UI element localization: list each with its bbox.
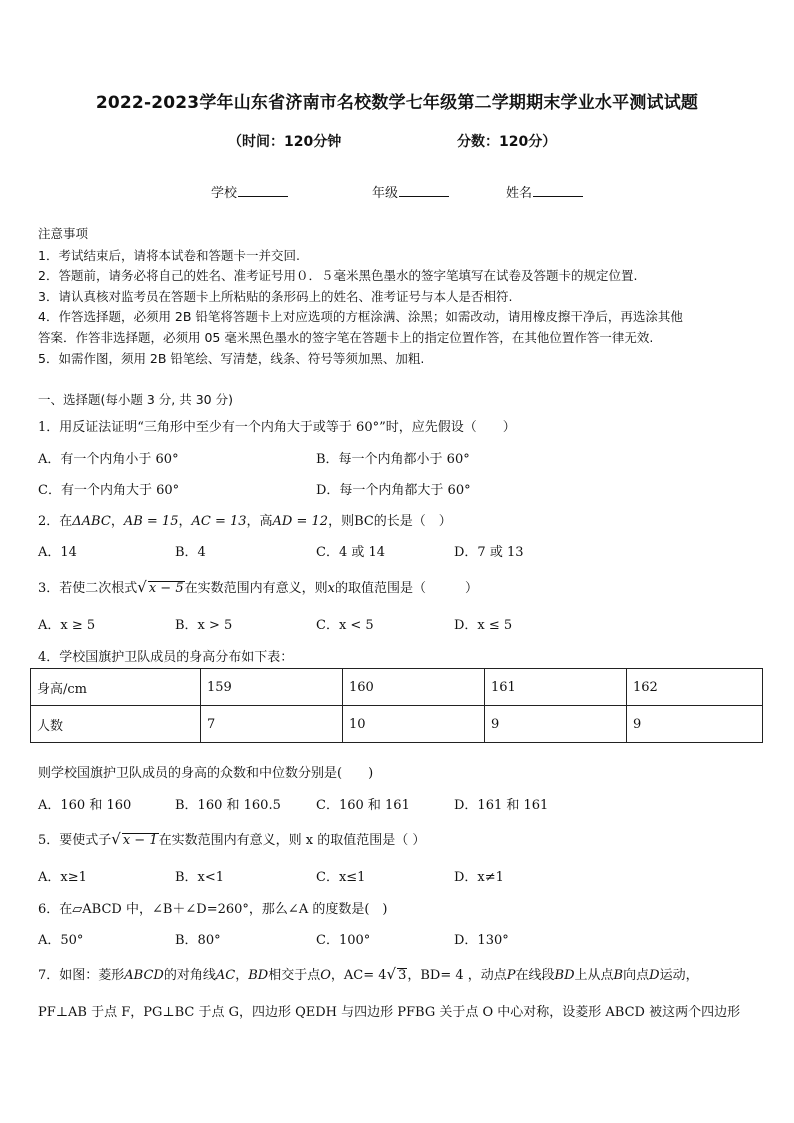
radical-sign-icon: √ [111, 830, 121, 848]
table-cell: 身高/cm [31, 669, 201, 706]
notice-item: 1．考试结束后，请将本试卷和答题卡一并交回. [38, 248, 300, 263]
q7-var: D [649, 968, 660, 983]
exam-score: 分数：120分） [457, 134, 557, 150]
q7-text: ， [235, 968, 249, 983]
q1-option-a[interactable]: A．有一个内角小于 60° [38, 452, 179, 467]
q7-text: 上从点 [574, 968, 614, 983]
table-cell: 7 [201, 706, 343, 743]
school-field [211, 182, 288, 201]
school-label: 学校 [211, 186, 238, 201]
q7-text: ，BD= 4 ，动点 [407, 968, 507, 983]
q5-option-c[interactable]: C．x≤1 [316, 870, 366, 885]
q2-option-a[interactable]: A．14 [38, 545, 77, 560]
q3-var: x [327, 581, 335, 596]
q2-text: ， [110, 514, 124, 529]
height-table [30, 668, 763, 743]
notice-item: 2．答题前，请务必将自己的姓名、准考证号用０．５毫米黑色墨水的签字笔填写在试卷及答题卡的规定位置. [38, 268, 638, 283]
q7-text: 运动， [659, 968, 699, 983]
grade-blank[interactable] [399, 184, 449, 197]
notice-item: 答案．作答非选择题，必须用 05 毫米黑色墨水的签字笔在答题卡上的指定位置作答，在其他位置作答一律无效. [38, 330, 654, 345]
question-3-stem [38, 577, 478, 596]
question-7-line-1 [38, 964, 699, 983]
q2-option-c[interactable]: C．4 或 14 [316, 545, 386, 560]
q5-radicand: x − 1 [122, 833, 158, 848]
question-1-stem: 1．用反证法证明“三角形中至少有一个内角大于或等于 60°”时，应先假设（ ） [38, 420, 516, 435]
notice-heading: 注意事项 [38, 226, 89, 241]
grade-field [372, 182, 449, 201]
q6-option-a[interactable]: A．50° [38, 933, 84, 948]
q4-option-d[interactable]: D．161 和 161 [454, 798, 549, 813]
notice-item: 4．作答选择题，必须用 2B 铅笔将答题卡上对应选项的方框涂满、涂黑；如需改动，请用橡皮擦干净后，再选涂其他 [38, 309, 683, 324]
grade-label: 年级 [372, 186, 399, 201]
q6-option-c[interactable]: C．100° [316, 933, 371, 948]
q3-option-c[interactable]: C．x < 5 [316, 618, 374, 633]
exam-title: 2022-2023学年山东省济南市名校数学七年级第二学期期末学业水平测试试题 [95, 93, 699, 113]
table-cell: 9 [485, 706, 627, 743]
q7-text: 在线段 [515, 968, 555, 983]
table-cell: 人数 [31, 706, 201, 743]
q3-text: 3．若使二次根式 [38, 581, 138, 596]
school-blank[interactable] [238, 184, 288, 197]
q7-var: O [320, 968, 331, 983]
notice-item: 3．请认真核对监考员在答题卡上所粘贴的条形码上的姓名、准考证号与本人是否相符. [38, 289, 513, 304]
q3-text: 在实数范围内有意义，则 [184, 581, 328, 596]
q6-option-d[interactable]: D．130° [454, 933, 509, 948]
q2-ac: AC = 13 [191, 514, 247, 529]
q2-ab: AB = 15 [123, 514, 179, 529]
radical-sign-icon: √ [386, 965, 397, 983]
radical-sign-icon: √ [137, 578, 147, 596]
q2-text: ， [178, 514, 192, 529]
q4-option-c[interactable]: C．160 和 161 [316, 798, 410, 813]
q2-option-d[interactable]: D．7 或 13 [454, 545, 524, 560]
table-cell: 162 [627, 669, 763, 706]
q7-text: 向点 [623, 968, 650, 983]
name-blank[interactable] [533, 184, 583, 197]
notice-item: 5．如需作图，须用 2B 铅笔绘、写清楚，线条、符号等须加黑、加粗. [38, 351, 425, 366]
q2-triangle: ΔABC [72, 514, 111, 529]
q2-text: ，高 [246, 514, 273, 529]
table-cell: 10 [343, 706, 485, 743]
q3-text: 的取值范围是（ ） [334, 581, 478, 596]
q4-option-b[interactable]: B．160 和 160.5 [175, 798, 281, 813]
q5-option-a[interactable]: A．x≥1 [38, 870, 87, 885]
question-6-stem: 6．在▱ABCD 中，∠B＋∠D=260°，那么∠A 的度数是( ) [38, 902, 388, 917]
table-row [31, 706, 763, 743]
q2-text: ，则BC的长是（ ） [328, 514, 452, 529]
q7-var: ABCD [124, 968, 164, 983]
q5-option-d[interactable]: D．x≠1 [454, 870, 504, 885]
exam-time: （时间：120分钟 [228, 134, 342, 150]
q5-text: 在实数范围内有意义，则 x 的取值范围是（ ） [158, 833, 426, 848]
question-7-line-2: PF⊥AB 于点 F，PG⊥BC 于点 G，四边形 QEDH 与四边形 PFBG 关于点 O 中心对称，设菱形 ABCD 被这两个四边形 [38, 1005, 741, 1020]
q2-ad: AD = 12 [272, 514, 329, 529]
q2-option-b[interactable]: B．4 [175, 545, 206, 560]
q7-text: 相交于点 [268, 968, 321, 983]
q7-var: BD [554, 968, 575, 983]
q7-var: P [506, 968, 516, 983]
q4-option-a[interactable]: A．160 和 160 [38, 798, 132, 813]
q7-var: AC [215, 968, 236, 983]
q2-text: 2．在 [38, 514, 73, 529]
q7-text: 7．如图：菱形 [38, 968, 125, 983]
table-row [31, 669, 763, 706]
question-5-stem [38, 829, 425, 848]
q1-option-b[interactable]: B．每一个内角都小于 60° [316, 452, 470, 467]
q3-radicand: x − 5 [148, 581, 184, 596]
q3-option-a[interactable]: A．x ≥ 5 [38, 618, 96, 633]
section-heading: 一、选择题(每小题 3 分, 共 30 分) [38, 392, 233, 407]
q7-text: 的对角线 [163, 968, 216, 983]
question-2-stem [38, 510, 452, 529]
q1-option-c[interactable]: C．有一个内角大于 60° [38, 483, 180, 498]
question-4-stem: 4．学校国旗护卫队成员的身高分布如下表： [38, 650, 294, 665]
q3-option-d[interactable]: D．x ≤ 5 [454, 618, 513, 633]
q5-option-b[interactable]: B．x<1 [175, 870, 225, 885]
table-cell: 160 [343, 669, 485, 706]
q7-text: ，AC= 4 [330, 968, 387, 983]
name-label: 姓名 [506, 186, 533, 201]
q7-var: B [613, 968, 624, 983]
table-cell: 9 [627, 706, 763, 743]
table-cell: 159 [201, 669, 343, 706]
q3-option-b[interactable]: B．x > 5 [175, 618, 233, 633]
q5-text: 5．要使式子 [38, 833, 112, 848]
table-cell: 161 [485, 669, 627, 706]
question-4-ask: 则学校国旗护卫队成员的身高的众数和中位数分别是( ) [38, 766, 374, 781]
q7-var: BD [248, 968, 269, 983]
q7-radicand: 3 [398, 968, 407, 983]
q6-option-b[interactable]: B．80° [175, 933, 221, 948]
name-field [506, 182, 583, 201]
q1-option-d[interactable]: D．每一个内角都大于 60° [316, 483, 471, 498]
